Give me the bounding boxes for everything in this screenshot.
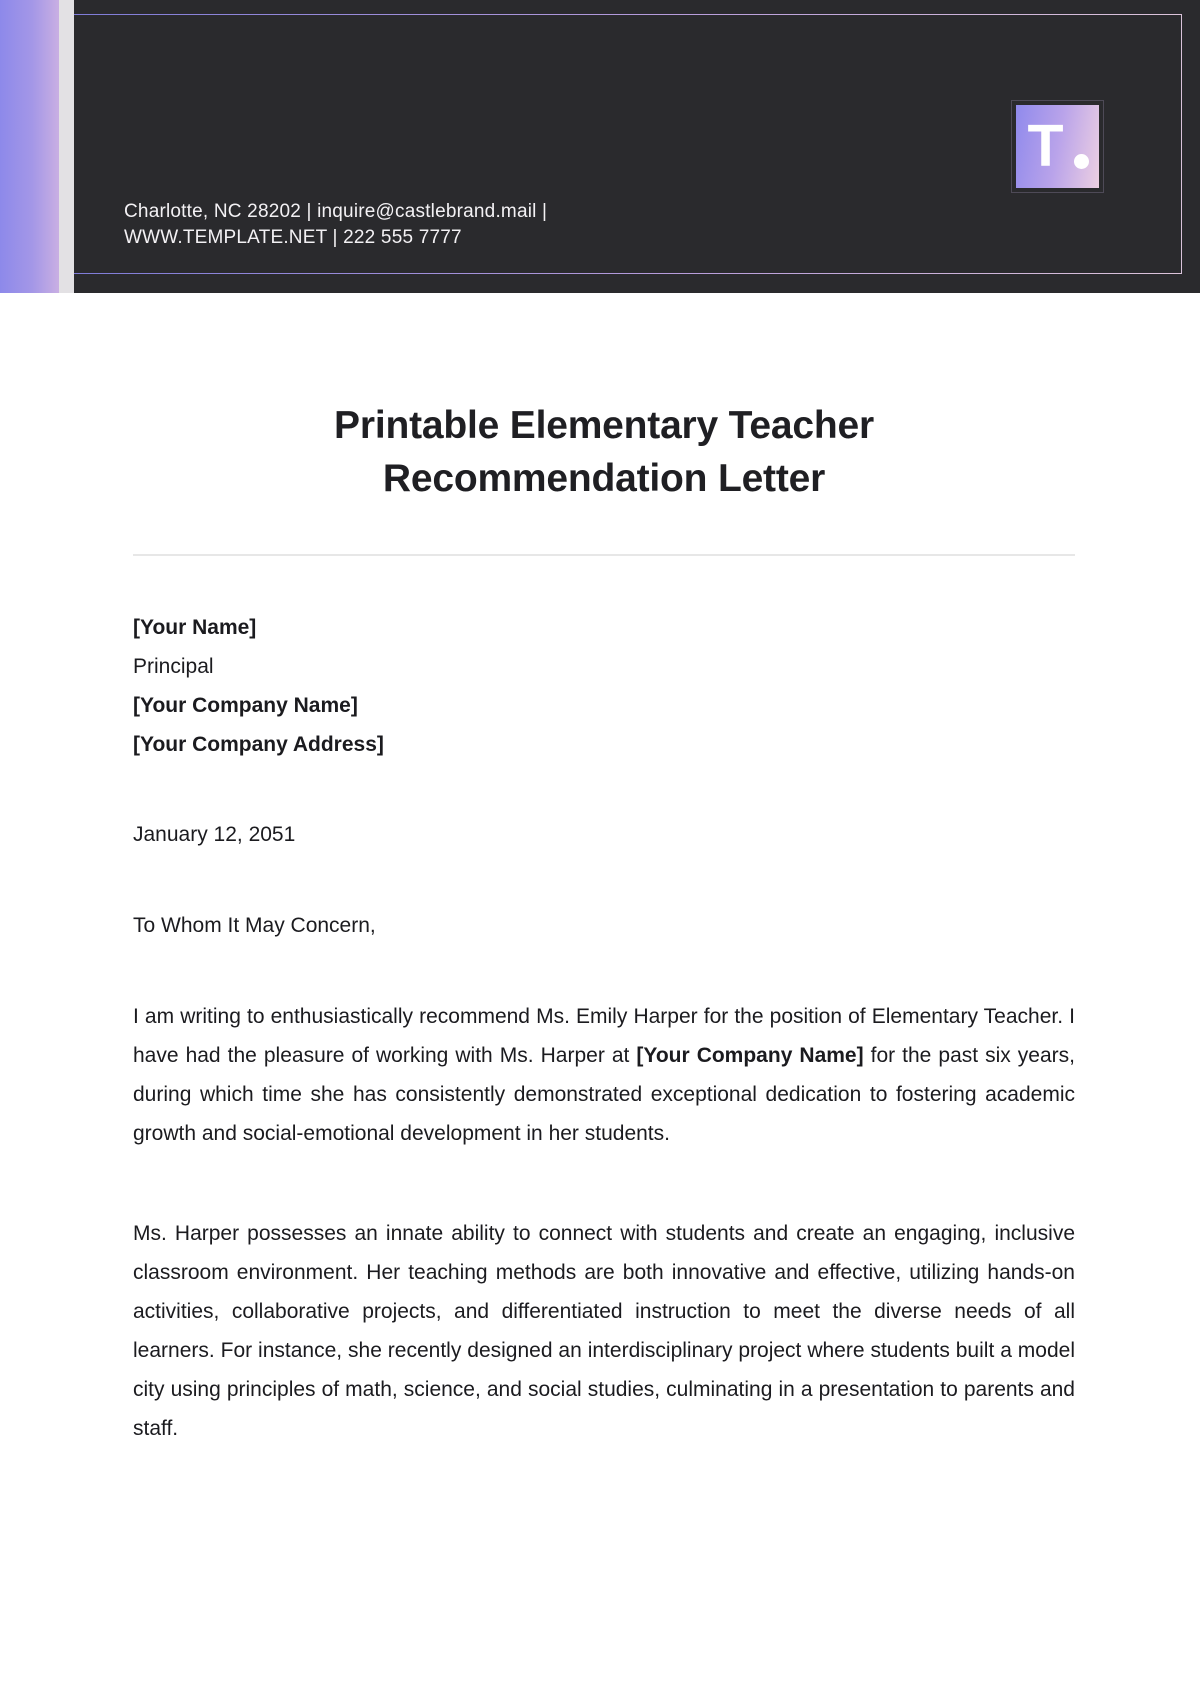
- title-divider: [133, 554, 1075, 556]
- page-title-line-1: Printable Elementary Teacher: [334, 404, 874, 447]
- sender-name: [Your Name]: [133, 616, 257, 639]
- letter-date: January 12, 2051: [133, 823, 296, 846]
- accent-sidebar-gap: [59, 0, 74, 293]
- logo-dot-icon: [1074, 154, 1089, 169]
- page-title: [133, 399, 1075, 505]
- letterhead-border-right: [1181, 14, 1182, 274]
- letter-content: [133, 0, 1075, 1448]
- sender-block: [133, 608, 1075, 764]
- logo-letter: T: [1027, 113, 1064, 179]
- salutation: To Whom It May Concern,: [133, 914, 376, 937]
- page-title-line-2: Recommendation Letter: [382, 457, 826, 500]
- contact-line-1: Charlotte, NC 28202 | inquire@castlebrand.mail |: [124, 201, 548, 222]
- accent-sidebar: [0, 0, 59, 293]
- contact-line-2: WWW.TEMPLATE.NET | 222 555 7777: [124, 227, 462, 248]
- body-paragraph-1: I am writing to enthusiastically recommend Ms. Emily Harper for the position of Elementary Teacher. I have had the pleasure of working with Ms. Harper at [Your Company Name] for the past six years, during which time she has consistently demonstrated exceptional dedication to fostering academic growth and social-emotional development in her students.: [133, 1005, 1075, 1145]
- sender-address: [Your Company Address]: [133, 733, 384, 756]
- body-paragraph-2: Ms. Harper possesses an innate ability to connect with students and create an engaging, inclusive classroom environment. Her teaching methods are both innovative and effective, utilizing hands-on activities, collaborative projects, and differentiated instruction to meet the diverse needs of all learners. For instance, she recently designed an interdisciplinary project where students built a model city using principles of math, science, and social studies, culminating in a presentation to parents and staff.: [133, 1222, 1075, 1440]
- sender-role: Principal: [133, 655, 214, 678]
- sender-company: [Your Company Name]: [133, 694, 358, 717]
